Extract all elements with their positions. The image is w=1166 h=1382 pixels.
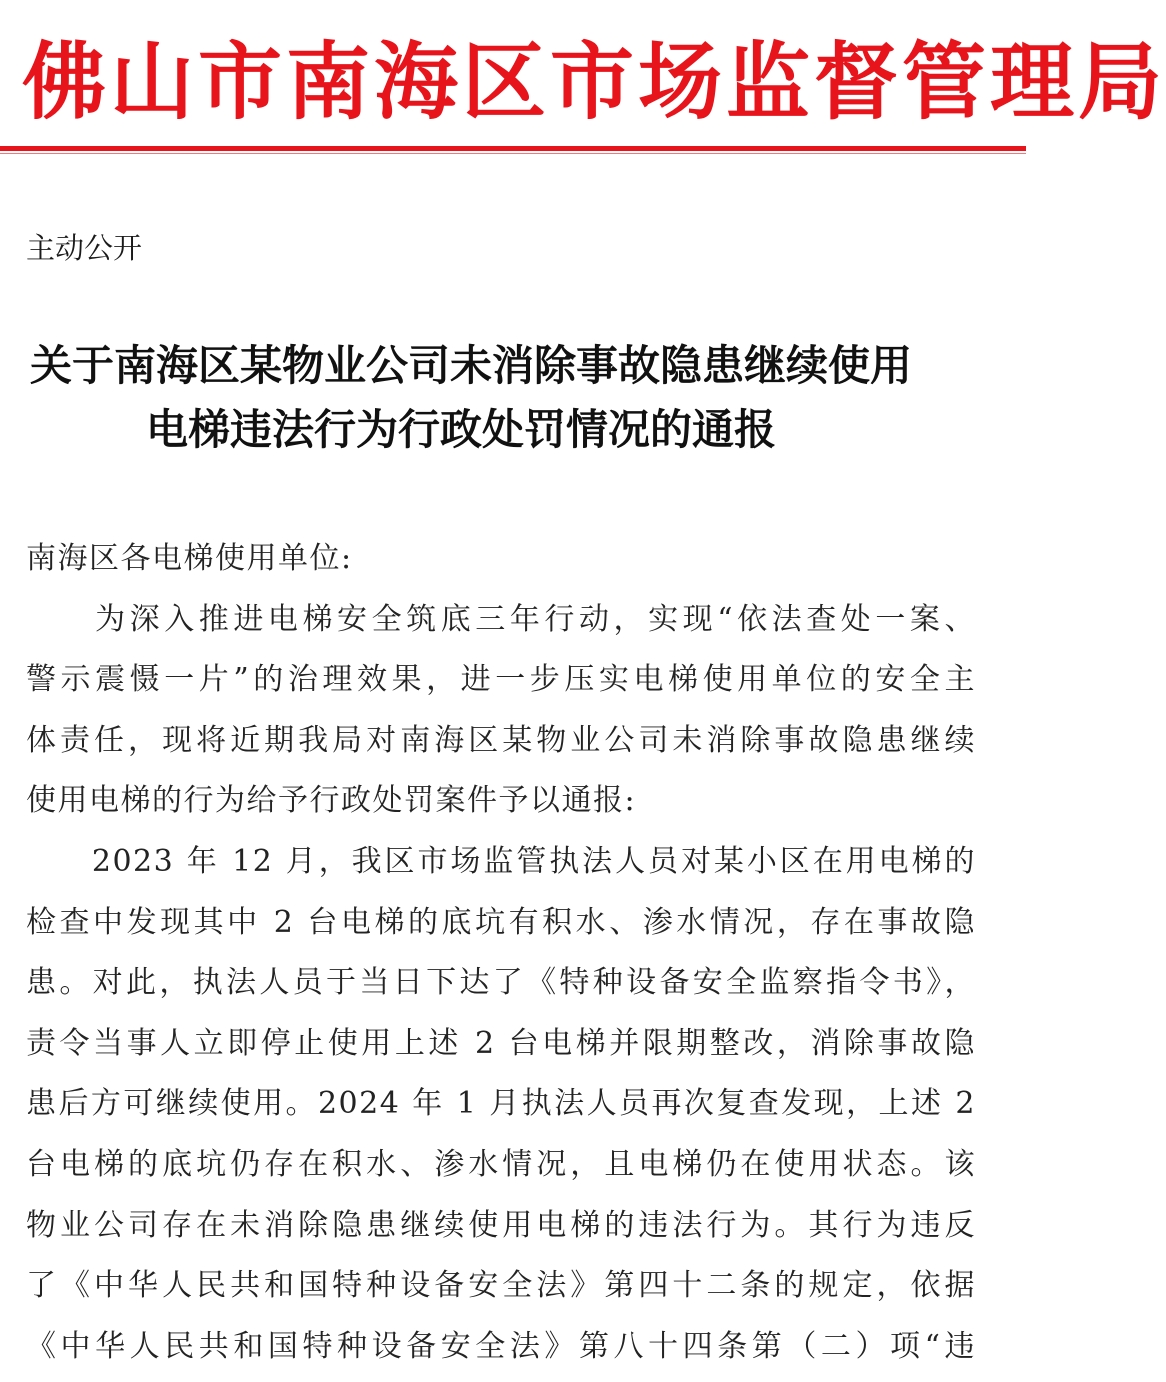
- document-body: [26, 529, 976, 1377]
- body-line: 了《中华人民共和国特种设备安全法》第四十二条的规定，依据: [26, 1268, 976, 1304]
- disclosure-label: 主动公开: [26, 231, 143, 265]
- body-line: 为深入推进电梯安全筑底三年行动，实现“依法查处一案、: [26, 601, 976, 637]
- body-line: 《中华人民共和国特种设备安全法》第八十四条第（二）项“违: [26, 1328, 976, 1364]
- letterhead-org-name: 佛山市南海区市场监督管理局: [22, 32, 1166, 131]
- body-line: 体责任，现将近期我局对南海区某物业公司未消除事故隐患继续: [26, 722, 976, 758]
- body-line: 物业公司存在未消除隐患继续使用电梯的违法行为。其行为违反: [26, 1207, 976, 1243]
- body-line: 警示震慑一片”的治理效果，进一步压实电梯使用单位的安全主: [26, 662, 976, 698]
- document-title: [30, 334, 1020, 462]
- body-line: 患后方可继续使用。2024 年 1 月执法人员再次复查发现，上述 2: [26, 1086, 976, 1122]
- body-line: 责令当事人立即停止使用上述 2 台电梯并限期整改，消除事故隐: [26, 1025, 976, 1061]
- body-line: 检查中发现其中 2 台电梯的底坑有积水、渗水情况，存在事故隐: [26, 904, 976, 940]
- document-title-line-1: 关于南海区某物业公司未消除事故隐患继续使用: [30, 341, 913, 390]
- body-line: 患。对此，执法人员于当日下达了《特种设备安全监察指令书》，: [26, 965, 976, 1001]
- letterhead-red-rule-thin: [0, 153, 1026, 154]
- body-line: 台电梯的底坑仍存在积水、渗水情况，且电梯仍在使用状态。该: [26, 1146, 976, 1182]
- document-title-line-2: 电梯违法行为行政处罚情况的通报: [146, 405, 777, 454]
- letterhead-red-rule: [0, 146, 1026, 151]
- body-line: 2023 年 12 月，我区市场监管执法人员对某小区在用电梯的: [26, 843, 976, 879]
- salutation: 南海区各电梯使用单位:: [26, 541, 353, 576]
- body-line: 使用电梯的行为给予行政处罚案件予以通报:: [26, 783, 637, 819]
